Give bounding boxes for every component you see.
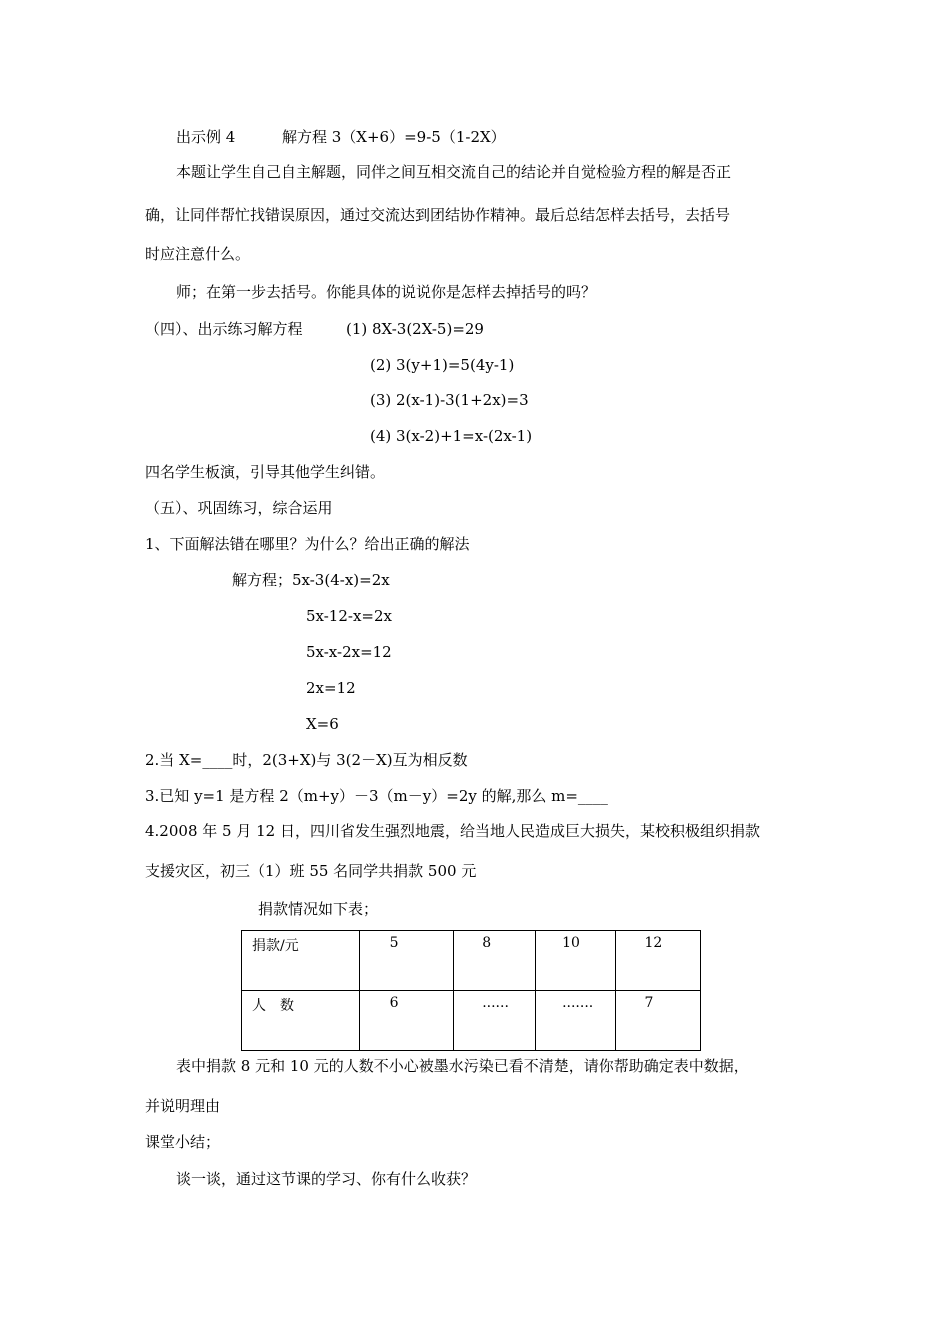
table-cell: 人 数 [242,991,360,1051]
exercise-equation: (2) 3(y+1)=5(4y-1) [370,356,515,374]
section-heading: 课堂小结； [145,1133,221,1151]
teacher-question: 师；在第一步去括号。你能具体的说说你是怎样去掉括号的吗？ [176,283,597,301]
table-cell: ....... [536,991,616,1051]
question-line: 1、下面解法错在哪里？为什么？给出正确的解法 [145,535,470,553]
exercise-equation: (1) 8X-3(2X-5)=29 [346,320,484,338]
solution-step: 2x=12 [306,679,356,697]
paragraph-line: 谈一谈，通过这节课的学习、你有什么收获？ [176,1170,477,1188]
exercise-equation: (3) 2(x-1)-3(1+2x)=3 [370,391,529,409]
paragraph-line: 本题让学生自己自主解题，同伴之间互相交流自己的结论并自觉检验方程的解是否正 [176,163,732,181]
solution-step: 解方程；5x-3(4-x)=2x [232,571,390,589]
section-heading: （五）、巩固练习，综合运用 [145,499,333,517]
paragraph-line: 时应注意什么。 [145,245,251,263]
paragraph-line: 并说明理由 [145,1097,221,1115]
exercise-equation: (4) 3(x-2)+1=x-(2x-1) [370,427,533,445]
table-cell: 6 [359,991,454,1051]
solution-step: X=6 [306,715,339,733]
section-heading: （四）、出示练习解方程 [145,320,303,338]
table-cell: 10 [536,931,616,991]
table-cell: ...... [454,991,536,1051]
question-line: 4.2008 年 5 月 12 日，四川省发生强烈地震，给当地人民造成巨大损失，某校积极组织捐款 [145,822,760,840]
question-line: 支援灾区，初三（1）班 55 名同学共捐款 500 元 [145,862,477,880]
paragraph-line: 确，让同伴帮忙找错误原因，通过交流达到团结协作精神。最后总结怎样去括号，去括号 [145,206,731,224]
table-caption: 捐款情况如下表； [258,900,379,918]
question-line: 2.当 X=____时，2(3+X)与 3(2－X)互为相反数 [145,751,468,769]
paragraph-line: 四名学生板演，引导其他学生纠错。 [145,463,386,481]
solution-step: 5x-x-2x=12 [306,643,392,661]
table-cell: 12 [616,931,701,991]
table-cell: 捐款/元 [242,931,360,991]
table-cell: 8 [454,931,536,991]
question-line: 3.已知 y=1 是方程 2（m+y）－3（m－y）=2y 的解,那么 m=____ [145,787,608,805]
example-equation: 解方程 3（X+6）=9-5（1-2X） [282,128,506,146]
table-cell: 7 [616,991,701,1051]
paragraph-line: 表中捐款 8 元和 10 元的人数不小心被墨水污染已看不清楚，请你帮助确定表中数据， [176,1057,749,1075]
table-row [242,991,701,1051]
donation-table [241,930,701,1051]
table-cell: 5 [359,931,454,991]
example-label: 出示例 4 [176,128,236,146]
table-row [242,931,701,991]
solution-step: 5x-12-x=2x [306,607,392,625]
